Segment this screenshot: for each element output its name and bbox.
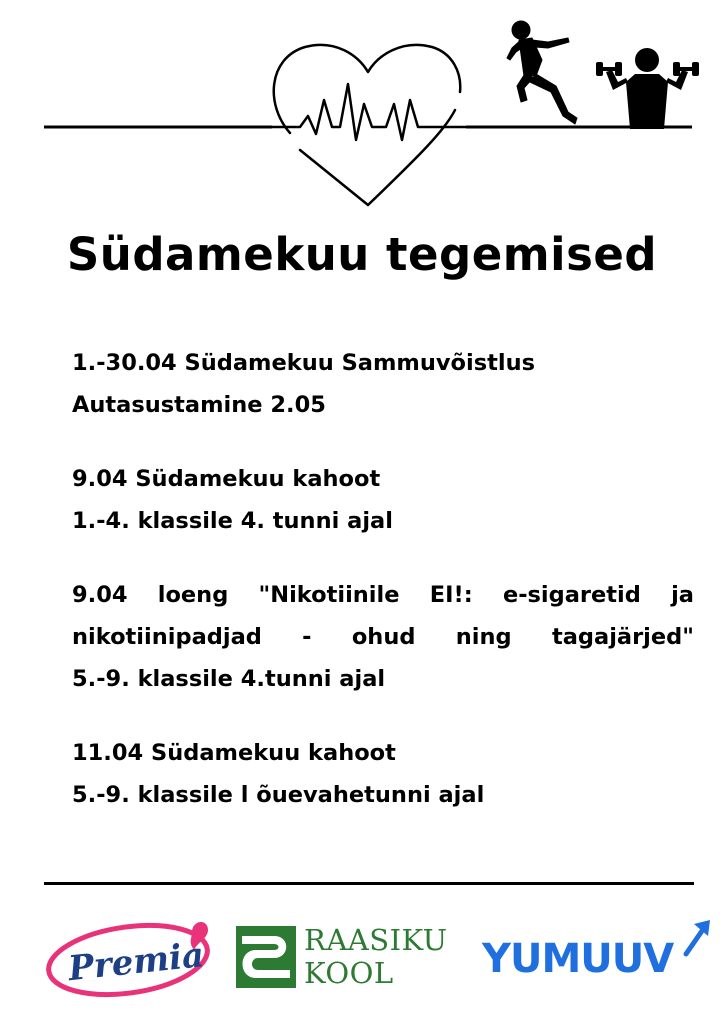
yumuuv-wordmark: YUMUUV (482, 936, 674, 982)
event-line: 9.04 Südamekuu kahoot (72, 466, 381, 492)
arrow-up-right-icon (682, 918, 714, 958)
page-title: Südamekuu tegemised (66, 228, 658, 281)
event-line: 11.04 Südamekuu kahoot (72, 740, 396, 766)
event-line: 5.-9. klassile l õuevahetunni ajal (72, 782, 485, 808)
event-line: 1.-30.04 Südamekuu Sammuvõistlus (72, 350, 535, 376)
event-line: Autasustamine 2.05 (72, 392, 326, 418)
event-line: 9.04 loeng "Nikotiinile EI!: e-sigaretid ja nikotiinipadjad - ohud ning tagajärjed" (72, 582, 694, 650)
raasiku-wordmark (304, 924, 448, 990)
raasiku-kool-logo (236, 922, 472, 994)
event-item (72, 574, 694, 700)
event-list (72, 342, 694, 848)
premia-wordmark: Premia (66, 935, 206, 990)
event-item (72, 458, 694, 542)
dumbbell-lifter-icon (596, 48, 699, 129)
runner-icon (507, 21, 577, 124)
raasiku-name-line2: KOOL (304, 956, 394, 990)
event-item (72, 342, 694, 426)
event-line: 5.-9. klassile 4.tunni ajal (72, 666, 386, 692)
premia-logo (42, 912, 220, 998)
event-line: 1.-4. klassile 4. tunni ajal (72, 508, 393, 534)
yumuuv-logo (478, 918, 714, 998)
heart-pulse-icon (272, 45, 466, 205)
header-illustration (0, 0, 724, 215)
footer-divider (44, 882, 694, 885)
raasiku-name-line1: RAASIKU (304, 923, 448, 957)
event-item (72, 732, 694, 816)
raasiku-emblem-icon (236, 926, 296, 988)
